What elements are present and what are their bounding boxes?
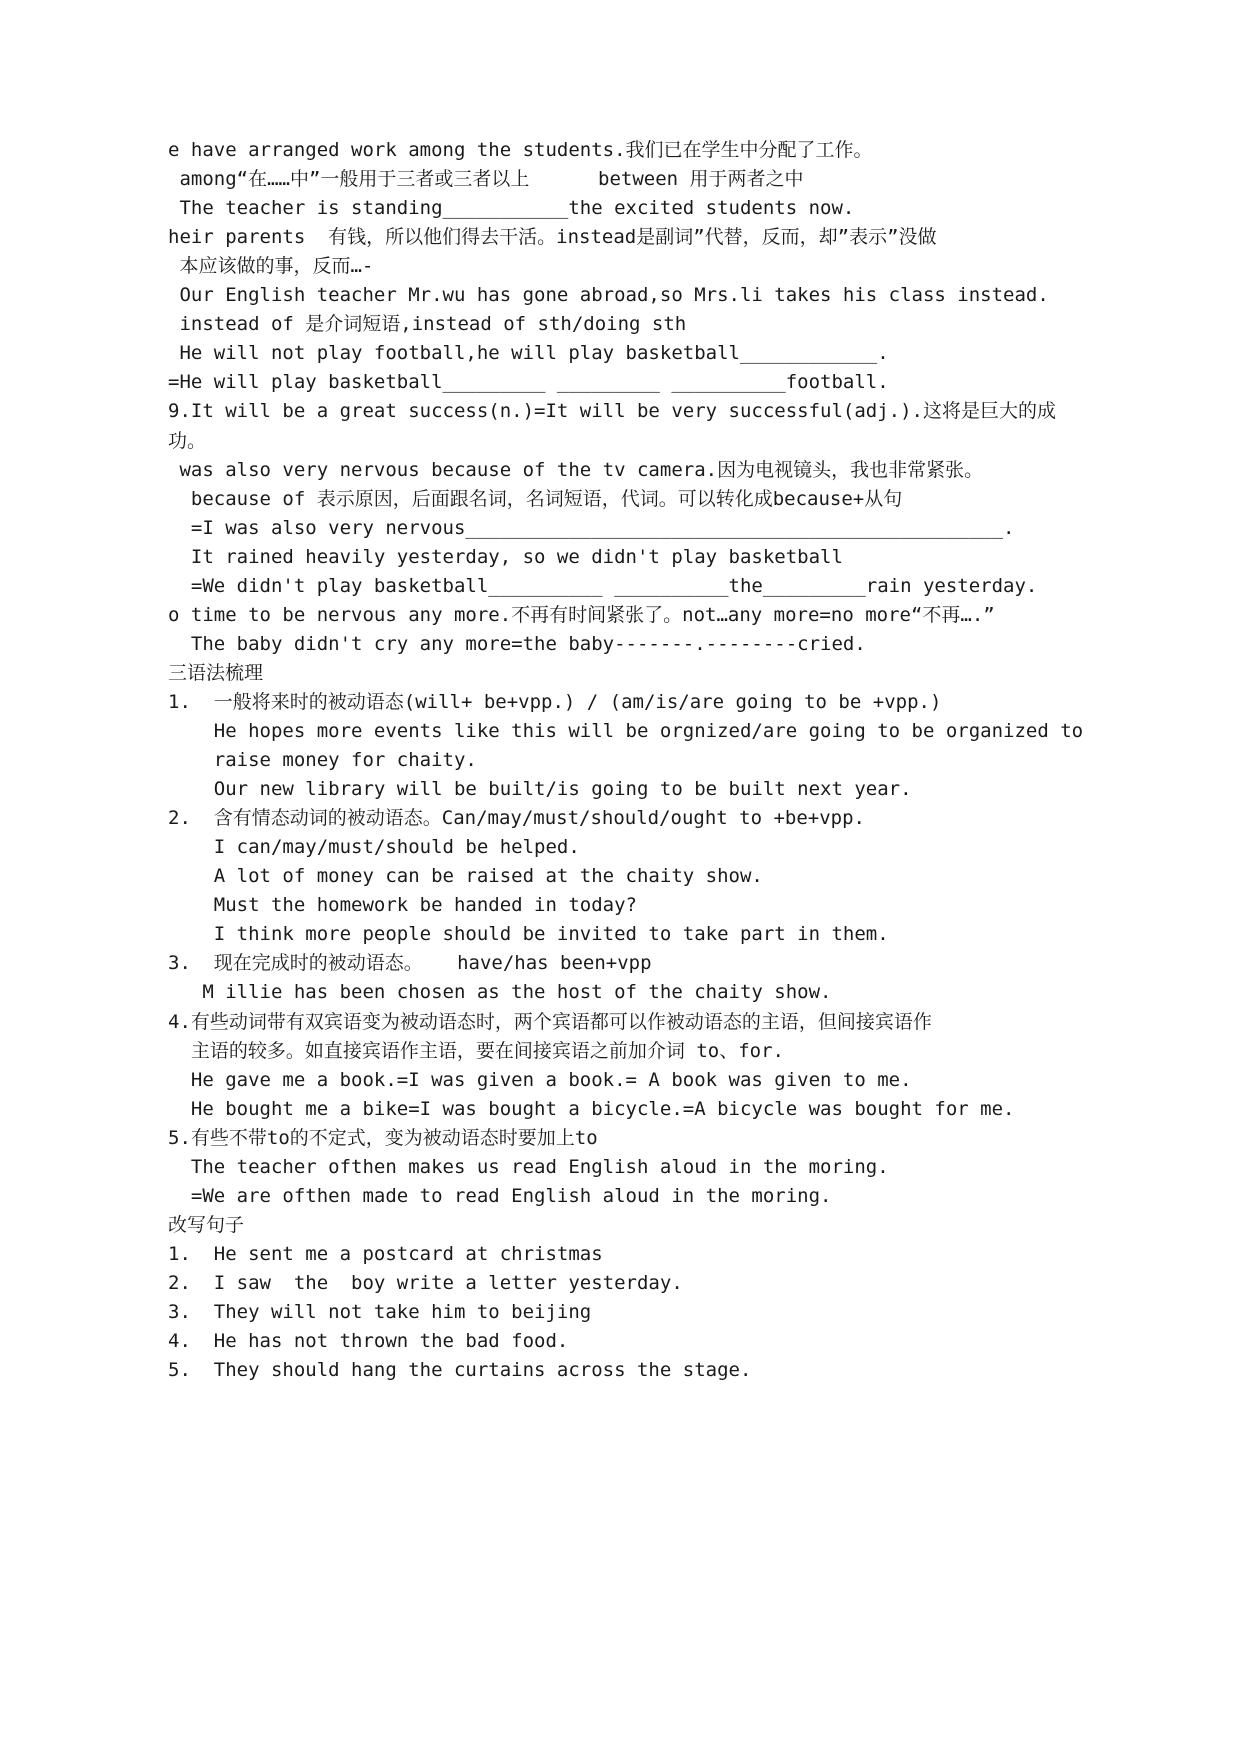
text-line: 改写句子 <box>168 1213 245 1236</box>
text-line: was also very nervous because of the tv camera.因为电视镜头，我也非常紧张。 <box>168 458 984 481</box>
text-line: because of 表示原因，后面跟名词，名词短语，代词。可以转化成because+从句 <box>168 487 903 510</box>
text-line: He hopes more events like this will be orgnized/are going to be organized to <box>168 720 1084 742</box>
text-line: among“在……中”一般用于三者或三者以上 between 用于两者之中 <box>168 168 804 191</box>
text-line: e have arranged work among the students.我们已在学生中分配了工作。 <box>168 139 873 161</box>
text-line: 9.It will be a great success(n.)=It will be very successful(adj.).这将是巨大的成 <box>168 400 1056 423</box>
text-line: instead of 是介词短语,instead of sth/doing sth <box>168 313 687 336</box>
text-line: 3. They will not take him to beijing <box>168 1301 592 1323</box>
text-line: 功。 <box>168 429 207 452</box>
text-line: 5. They should hang the curtains across the stage. <box>168 1359 752 1382</box>
text-line: 4.有些动词带有双宾语变为被动语态时，两个宾语都可以作被动语态的主语，但间接宾语作 <box>168 1010 932 1033</box>
text-line: o time to be nervous any more.不再有时间紧张了。not…any more=no more“不再….” <box>168 603 995 626</box>
text-line: =We didn't play basketball__________ __________the_________rain yesterday. <box>168 574 1038 597</box>
text-line: I think more people should be invited to take part in them. <box>168 923 889 946</box>
text-line: He gave me a book.=I was given a book.= A book was given to me. <box>168 1068 912 1091</box>
text-line: He will not play football,he will play basketball____________. <box>168 342 889 365</box>
text-line: 4. He has not thrown the bad food. <box>168 1330 569 1353</box>
text-line: It rained heavily yesterday, so we didn't play basketball <box>168 545 843 568</box>
text-line: 1. 一般将来时的被动语态(will+ be+vpp.) / (am/is/are going to be +vpp.) <box>168 690 942 713</box>
text-line: The teacher is standing___________the excited students now. <box>168 197 855 220</box>
text-line: heir parents 有钱，所以他们得去干活。instead是副词”代替，反而，却”表示”没做 <box>168 226 937 249</box>
text-line: Our new library will be built/is going to be built next year. <box>168 778 912 801</box>
text-line: A lot of money can be raised at the chaity show. <box>168 865 763 888</box>
text-line: Our English teacher Mr.wu has gone abroad,so Mrs.li takes his class instead. <box>168 284 1049 307</box>
text-line: 2. 含有情态动词的被动语态。Can/may/must/should/ought to +be+vpp. <box>168 807 865 830</box>
text-line: =I was also very nervous_______________________________________________. <box>168 516 1015 539</box>
text-line: =He will play basketball_________ _________ __________football. <box>168 371 889 394</box>
text-line: He bought me a bike=I was bought a bicycle.=A bicycle was bought for me. <box>168 1097 1015 1120</box>
text-line: 3. 现在完成时的被动语态。 have/has been+vpp <box>168 952 652 975</box>
text-line: 2. I saw the boy write a letter yesterday. <box>168 1271 683 1294</box>
text-line: 三语法梳理 <box>168 661 264 684</box>
text-line: I can/may/must/should be helped. <box>168 836 580 859</box>
text-line: Must the homework be handed in today? <box>168 894 637 917</box>
text-line: The baby didn't cry any more=the baby-------.--------cried. <box>168 632 866 655</box>
text-line: The teacher ofthen makes us read English aloud in the moring. <box>168 1155 889 1178</box>
text-line: =We are ofthen made to read English aloud in the moring. <box>168 1184 832 1207</box>
text-line: 5.有些不带to的不定式，变为被动语态时要加上to <box>168 1126 598 1149</box>
text-line: 1. He sent me a postcard at christmas <box>168 1242 603 1265</box>
text-line: raise money for chaity. <box>168 749 477 772</box>
text-line: 本应该做的事，反而…- <box>168 255 374 278</box>
text-line: M illie has been chosen as the host of the chaity show. <box>168 981 832 1004</box>
text-line: 主语的较多。如直接宾语作主语，要在间接宾语之前加介词 to、for. <box>168 1039 784 1062</box>
